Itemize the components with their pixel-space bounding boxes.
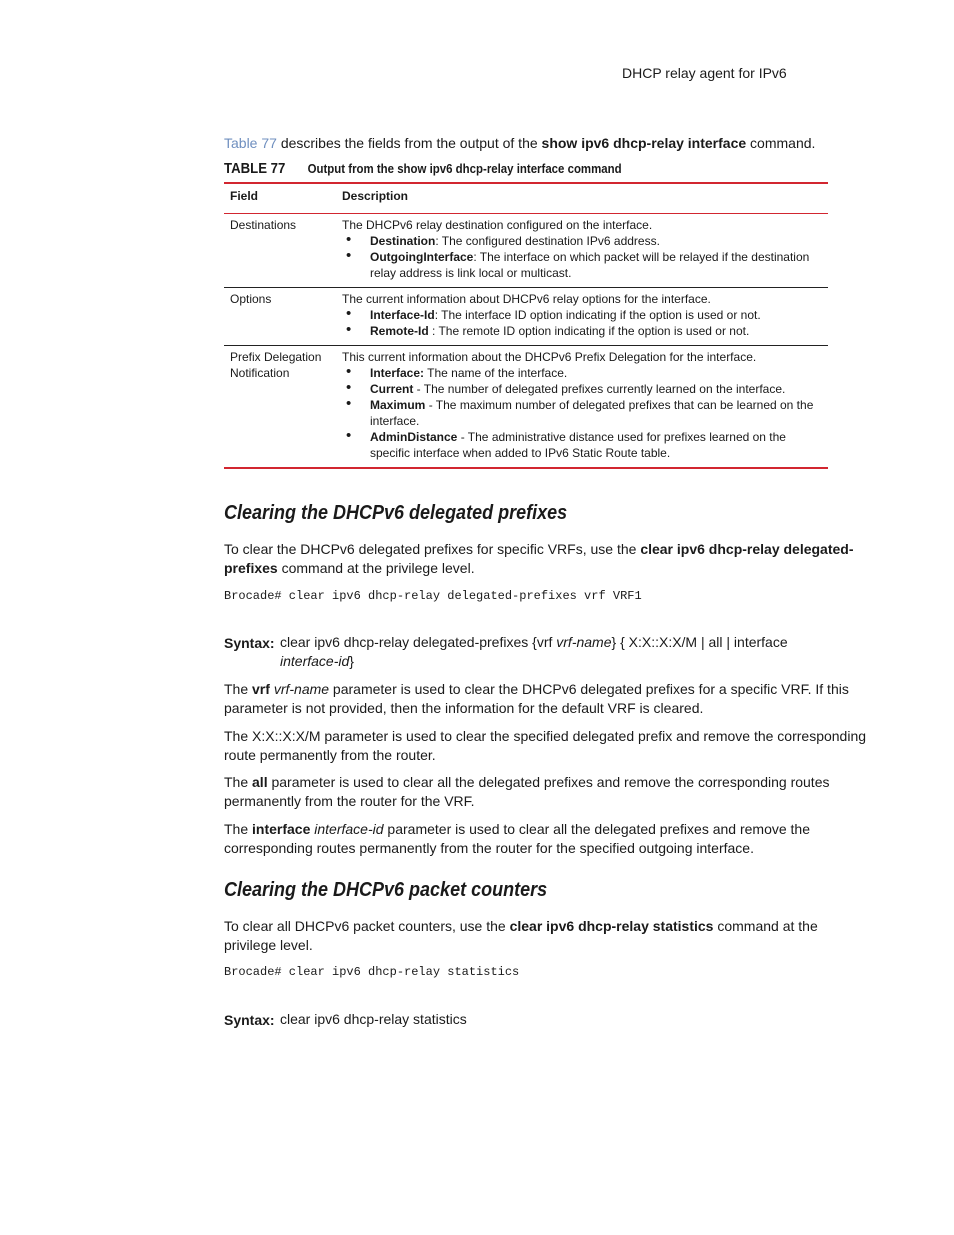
term-description: The name of the interface. — [424, 366, 568, 380]
fields-table — [224, 182, 828, 469]
description-text: The current information about DHCPv6 relay options for the interface. — [342, 292, 711, 306]
intro-command: show ipv6 dhcp-relay interface — [541, 135, 747, 151]
syntax-label: Syntax: — [224, 635, 275, 651]
text: parameter is used to clear the DHCPv6 delegated prefixes for a specific VRF. If this parameter is not provided, then the information for the default VRF is cleared. — [224, 681, 849, 716]
keyword: vrf — [252, 681, 270, 697]
argument: vrf-name — [273, 681, 330, 697]
list-item — [370, 397, 822, 429]
term: Maximum — [370, 398, 426, 412]
syntax-text — [280, 633, 840, 671]
term-description: - The maximum number of delegated prefixes that can be learned on the interface. — [370, 398, 814, 428]
term-description: - The number of delegated prefixes currently learned on the interface. — [413, 382, 786, 396]
argument: interface-id — [314, 821, 384, 837]
text: parameter is used to clear all the delegated prefixes and remove the corresponding routes permanently from the router for the VRF. — [224, 774, 830, 809]
text: command at the privilege level. — [277, 560, 475, 576]
syntax-block — [224, 633, 844, 673]
intro-text-2: command. — [746, 135, 816, 151]
field-cell: Destinations — [224, 214, 336, 288]
description-text: The DHCPv6 relay destination configured on the interface. — [342, 218, 653, 232]
bullet-list — [342, 307, 822, 339]
term: Remote-Id — [370, 324, 429, 338]
syntax-block — [224, 1010, 844, 1032]
list-item — [370, 381, 822, 397]
table-title: Output from the show ipv6 dhcp-relay interface command — [307, 161, 622, 176]
section1-paragraph-prefix: The X:X::X:X/M parameter is used to clear the specified delegated prefix and remove the corresponding route permanently from the router. — [224, 728, 867, 763]
term-description: : The interface ID option indicating if the option is used or not. — [434, 308, 761, 322]
table-caption — [224, 160, 622, 177]
list-item — [370, 233, 822, 249]
description-cell — [336, 346, 828, 469]
table-header-row — [224, 183, 828, 214]
list-item — [370, 323, 822, 339]
section2-paragraph-1 — [224, 917, 872, 955]
code-example: Brocade# clear ipv6 dhcp-relay statistics — [224, 965, 520, 979]
list-item — [370, 429, 822, 461]
term: Interface: — [370, 366, 425, 380]
section1-paragraph-interface — [224, 820, 872, 858]
term: Destination — [370, 234, 436, 248]
table-row — [224, 214, 828, 288]
list-item — [370, 365, 822, 381]
text: The — [224, 681, 253, 697]
term-description: - The administrative distance used for prefixes learned on the specific interface when added to IPv6 Static Route table. — [370, 430, 786, 460]
bullet-list — [342, 233, 822, 281]
section1-paragraph-vrf — [224, 680, 872, 718]
term-description: : The configured destination IPv6 address. — [435, 234, 660, 248]
intro-text-1: describes the fields from the output of the — [276, 135, 542, 151]
syntax-text: clear ipv6 dhcp-relay statistics — [280, 1011, 467, 1027]
text: } — [349, 653, 354, 669]
term: AdminDistance — [370, 430, 458, 444]
command: clear ipv6 dhcp-relay statistics — [509, 918, 714, 934]
text: To clear all DHCPv6 packet counters, use the — [224, 918, 510, 934]
code-example: Brocade# clear ipv6 dhcp-relay delegated-prefixes vrf VRF1 — [224, 589, 642, 603]
keyword: all — [252, 774, 268, 790]
list-item — [370, 249, 822, 281]
keyword: interface — [252, 821, 311, 837]
text: The — [224, 774, 253, 790]
field-cell: Prefix Delegation Notification — [230, 350, 322, 380]
intro-paragraph — [224, 135, 815, 151]
table-row — [224, 346, 828, 469]
text: } { X:X::X:X/M | all | interface — [611, 634, 788, 650]
text: parameter is used to clear all the delegated prefixes and remove the corresponding routes permanently from the router for the specified outgoing interface. — [224, 821, 810, 856]
section-heading-clear-counters: Clearing the DHCPv6 packet counters — [224, 879, 548, 901]
table-number: TABLE 77 — [224, 160, 286, 177]
column-header-field: Field — [224, 183, 336, 214]
section1-paragraph-1 — [224, 540, 872, 578]
description-cell — [336, 214, 828, 288]
table-row — [224, 288, 828, 346]
text: command at the privilege level. — [224, 918, 818, 953]
section-heading-clear-prefixes: Clearing the DHCPv6 delegated prefixes — [224, 502, 568, 524]
field-cell: Options — [224, 288, 336, 346]
section1-paragraph-all — [224, 773, 872, 811]
term: Current — [370, 382, 414, 396]
term: Interface-Id — [370, 308, 435, 322]
text: To clear the DHCPv6 delegated prefixes for specific VRFs, use the — [224, 541, 641, 557]
syntax-label: Syntax: — [224, 1012, 275, 1028]
description-cell — [336, 288, 828, 346]
term-description: : The remote ID option indicating if the option is used or not. — [428, 324, 750, 338]
running-header: DHCP relay agent for IPv6 — [622, 65, 787, 81]
column-header-description: Description — [336, 183, 828, 214]
description-text: This current information about the DHCPv6 Prefix Delegation for the interface. — [342, 350, 757, 364]
term: OutgoingInterface — [370, 250, 474, 264]
term-description: : The interface on which packet will be relayed if the destination relay address is link local or multicast. — [370, 250, 810, 280]
argument: interface-id — [280, 653, 350, 669]
table-reference-link[interactable]: Table 77 — [224, 135, 277, 151]
argument: vrf-name — [556, 634, 612, 650]
command: clear ipv6 dhcp-relay delegated-prefixes — [224, 541, 854, 576]
text: clear ipv6 dhcp-relay delegated-prefixes {vrf — [280, 634, 557, 650]
list-item — [370, 307, 822, 323]
text: The — [224, 821, 253, 837]
bullet-list — [342, 365, 822, 461]
